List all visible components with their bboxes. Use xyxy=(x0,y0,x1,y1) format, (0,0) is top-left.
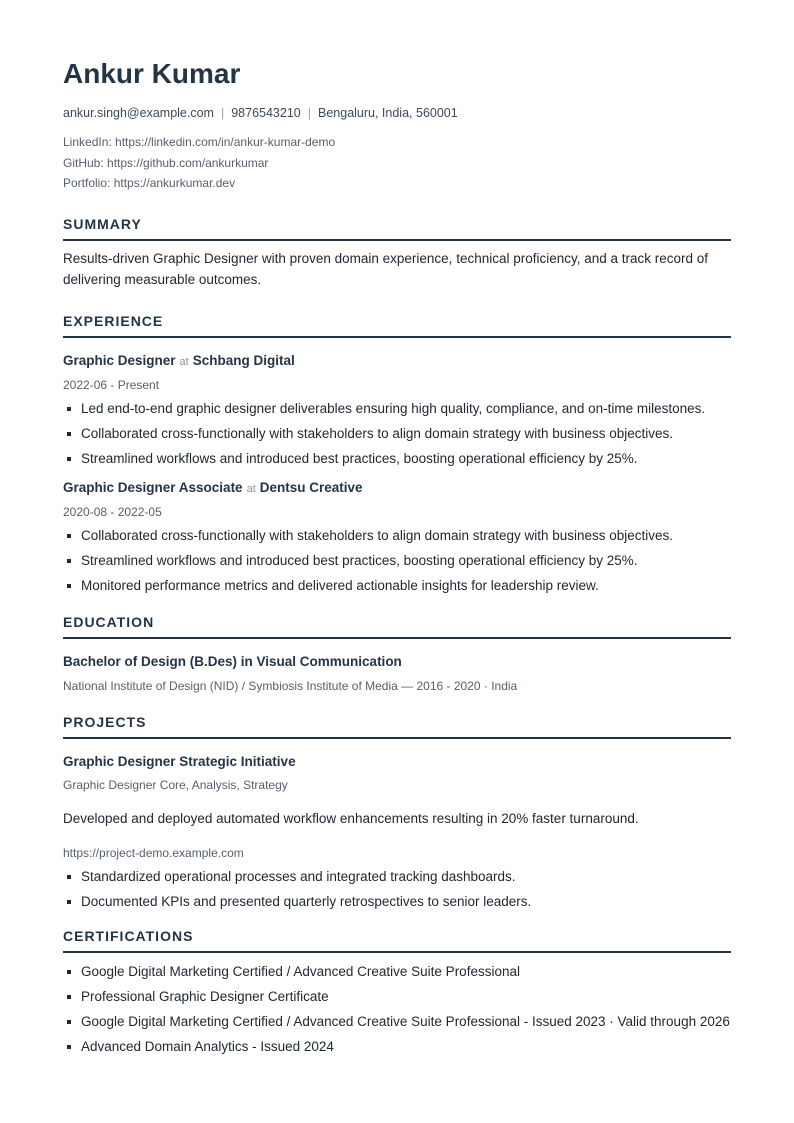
section-title-summary: SUMMARY xyxy=(63,216,731,241)
list-item: Standardized operational processes and integrated tracking dashboards. xyxy=(63,866,731,887)
list-item: Collaborated cross-functionally with stakeholders to align domain strategy with business objectives. xyxy=(63,423,731,444)
job-company: Schbang Digital xyxy=(192,352,295,368)
education-entry xyxy=(63,653,731,694)
degree-title: Bachelor of Design (B.Des) in Visual Communication xyxy=(63,653,402,669)
list-item: Google Digital Marketing Certified / Advanced Creative Suite Professional xyxy=(63,961,731,982)
job-company: Dentsu Creative xyxy=(259,479,363,495)
summary-section xyxy=(63,216,731,290)
linkedin-link[interactable]: LinkedIn: https://linkedin.com/in/ankur-kumar-demo xyxy=(63,135,336,149)
candidate-name: Ankur Kumar xyxy=(63,58,241,89)
email-link[interactable]: ankur.singh@example.com xyxy=(63,106,214,120)
phone-number: 9876543210 xyxy=(231,106,301,120)
certifications-section xyxy=(63,928,731,1057)
contact-separator: | xyxy=(220,106,225,120)
contact-line xyxy=(63,105,731,121)
job-bullets xyxy=(63,398,731,469)
project-bullets xyxy=(63,866,731,912)
list-item: Led end-to-end graphic designer deliverables ensuring high quality, compliance, and on-time milestones. xyxy=(63,398,731,419)
section-title-experience: EXPERIENCE xyxy=(63,313,731,338)
job-role: Graphic Designer xyxy=(63,352,176,368)
list-item: Professional Graphic Designer Certificate xyxy=(63,986,731,1007)
section-title-projects: PROJECTS xyxy=(63,714,731,739)
project-title: Graphic Designer Strategic Initiative xyxy=(63,753,296,769)
profile-links xyxy=(63,132,731,194)
experience-entry xyxy=(63,479,731,596)
portfolio-link[interactable]: Portfolio: https://ankurkumar.dev xyxy=(63,176,236,190)
list-item: Documented KPIs and presented quarterly retrospectives to senior leaders. xyxy=(63,891,731,912)
experience-entry xyxy=(63,352,731,469)
job-dates: 2020-08 - 2022-05 xyxy=(63,504,162,519)
job-heading xyxy=(63,352,731,371)
list-item: Collaborated cross-functionally with stakeholders to align domain strategy with business objectives. xyxy=(63,525,731,546)
list-item: Advanced Domain Analytics - Issued 2024 xyxy=(63,1036,731,1057)
contact-separator: | xyxy=(307,106,311,120)
project-entry xyxy=(63,753,731,912)
summary-text: Results-driven Graphic Designer with proven domain experience, technical proficiency, and a track record of delivering measurable outcomes. xyxy=(63,250,709,287)
project-link[interactable]: https://project-demo.example.com xyxy=(63,845,244,860)
experience-section xyxy=(63,313,731,596)
projects-section xyxy=(63,714,731,912)
project-tech: Graphic Designer Core, Analysis, Strategy xyxy=(63,777,288,792)
certification-list xyxy=(63,961,731,1057)
github-link[interactable]: GitHub: https://github.com/ankurkumar xyxy=(63,155,269,170)
job-bullets xyxy=(63,525,731,596)
education-details: National Institute of Design (NID) / Symbiosis Institute of Media — 2016 - 2020 · India xyxy=(63,678,518,693)
job-dates: 2022-06 - Present xyxy=(63,377,160,392)
location: Bengaluru, India, 560001 xyxy=(318,106,458,120)
list-item: Google Digital Marketing Certified / Advanced Creative Suite Professional - Issued 2023 · Valid through 2026 xyxy=(63,1011,731,1032)
section-title-education: EDUCATION xyxy=(63,614,731,639)
list-item: Streamlined workflows and introduced best practices, boosting operational efficiency by 25%. xyxy=(63,550,731,571)
job-role: Graphic Designer Associate xyxy=(63,479,243,495)
list-item: Streamlined workflows and introduced best practices, boosting operational efficiency by 25%. xyxy=(63,448,731,469)
education-section xyxy=(63,614,731,694)
list-item: Monitored performance metrics and delivered actionable insights for leadership review. xyxy=(63,575,731,596)
job-at: at xyxy=(179,355,189,368)
section-title-certifications: CERTIFICATIONS xyxy=(63,928,731,953)
job-at: at xyxy=(246,482,256,495)
project-description: Developed and deployed automated workflow enhancements resulting in 20% faster turnaround. xyxy=(63,810,639,826)
job-heading xyxy=(63,479,731,498)
